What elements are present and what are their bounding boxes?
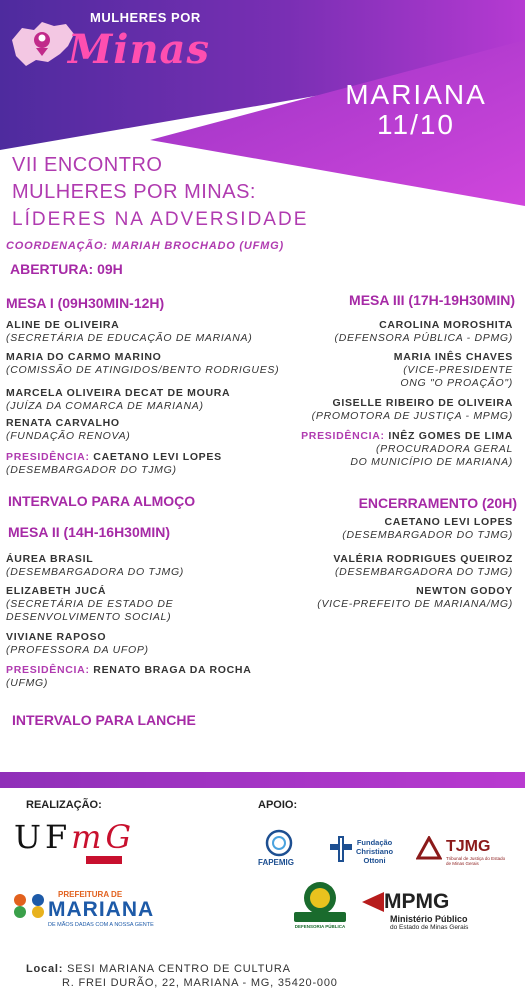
speaker-entry bbox=[6, 585, 173, 624]
speaker-entry bbox=[312, 397, 513, 423]
speaker-role: ONG "O PROAÇÃO") bbox=[400, 377, 513, 389]
speaker-name: VIVIANE RAPOSO bbox=[6, 631, 107, 643]
speaker-entry bbox=[317, 585, 513, 611]
mulheres-por-minas-logo bbox=[8, 8, 218, 78]
speaker-role: (VICE-PRESIDENTE bbox=[403, 364, 513, 376]
speaker-name: MARCELA OLIVEIRA DECAT DE MOURA bbox=[6, 387, 231, 399]
prefeitura-top-text: PREFEITURA DE bbox=[58, 890, 123, 899]
prefeitura-hands-icon bbox=[12, 892, 46, 920]
speaker-name: VALÉRIA RODRIGUES QUEIROZ bbox=[333, 553, 513, 565]
speaker-role: (DESEMBARGADORA DO TJMG) bbox=[334, 566, 513, 578]
mesa-3-heading: MESA III (17H-19H30MIN) bbox=[349, 292, 515, 308]
speaker-role: (SECRETÁRIA DE ESTADO DE bbox=[6, 598, 174, 610]
speaker-entry bbox=[6, 387, 230, 413]
speaker-name: GISELLE RIBEIRO DE OLIVEIRA bbox=[332, 397, 513, 409]
presidency-name: INÊZ GOMES DE LIMA bbox=[388, 430, 513, 442]
speaker-role: (COMISSÃO DE ATINGIDOS/BENTO RODRIGUES) bbox=[6, 364, 280, 376]
tjmg-logo-text: TJMG bbox=[446, 838, 491, 855]
speaker-role: DESENVOLVIMENTO SOCIAL) bbox=[6, 611, 172, 623]
fco-line: Fundação bbox=[356, 838, 393, 847]
support-label: APOIO: bbox=[258, 799, 298, 811]
speaker-entry bbox=[342, 516, 513, 542]
presidency-label: PRESIDÊNCIA: bbox=[301, 430, 385, 442]
speaker-name: MARIA DO CARMO MARINO bbox=[6, 351, 162, 363]
logo-main-text: Minas bbox=[68, 26, 210, 73]
title-line-3: LÍDERES NA ADVERSIDADE bbox=[12, 209, 309, 230]
speaker-name: ELIZABETH JUCÁ bbox=[6, 585, 107, 597]
speaker-entry bbox=[333, 553, 513, 579]
speaker-name: RENATA CARVALHO bbox=[6, 417, 120, 429]
presidency-role: (DESEMBARGADOR DO TJMG) bbox=[6, 464, 177, 476]
ufmg-logo bbox=[14, 818, 135, 856]
title-line-1: VII ENCONTRO bbox=[12, 154, 163, 176]
presidency-role: (UFMG) bbox=[6, 677, 49, 689]
speaker-name: CAROLINA MOROSHITA bbox=[379, 319, 513, 331]
city-name: MARIANA bbox=[345, 79, 487, 110]
fapemig-icon bbox=[264, 828, 294, 858]
ufmg-logo-uf: UF bbox=[14, 818, 72, 856]
event-venue bbox=[26, 962, 338, 990]
mesa-2-heading: MESA II (14H-16H30MIN) bbox=[8, 524, 171, 540]
speaker-role: (VICE-PREFEITO DE MARIANA/MG) bbox=[317, 598, 513, 610]
fco-logo-icon bbox=[330, 836, 352, 862]
lunch-break: INTERVALO PARA ALMOÇO bbox=[8, 493, 196, 509]
fco-line: Ottoni bbox=[363, 856, 386, 865]
prefeitura-slogan: DE MÃOS DADAS COM A NOSSA GENTE bbox=[48, 922, 154, 928]
speaker-entry bbox=[6, 319, 252, 345]
mesa-1-presidency bbox=[6, 451, 222, 477]
speaker-name: ALINE DE OLIVEIRA bbox=[6, 319, 120, 331]
event-location-date bbox=[341, 80, 491, 140]
ufmg-logo-mg: mG bbox=[71, 818, 136, 856]
speaker-entry bbox=[394, 351, 513, 390]
mesa-1-heading: MESA I (09H30MIN-12H) bbox=[6, 295, 165, 311]
tjmg-triangle-icon bbox=[416, 836, 442, 860]
speaker-entry bbox=[335, 319, 513, 345]
presidency-name: RENATO BRAGA DA ROCHA bbox=[93, 664, 252, 676]
presidency-label: PRESIDÊNCIA: bbox=[6, 664, 90, 676]
venue-name: SESI MARIANA CENTRO DE CULTURA bbox=[67, 963, 291, 975]
logo-top-text: MULHERES POR bbox=[90, 10, 201, 25]
footer-divider-stripe bbox=[0, 772, 525, 788]
defensoria-seal-icon bbox=[292, 880, 348, 926]
speaker-name: NEWTON GODOY bbox=[416, 585, 513, 597]
defensoria-text: DEFENSORIA PÚBLICA bbox=[294, 924, 346, 929]
event-title bbox=[12, 152, 308, 233]
mesa-3-presidency bbox=[301, 430, 513, 469]
speaker-entry bbox=[6, 351, 279, 377]
snack-break: INTERVALO PARA LANCHE bbox=[12, 712, 196, 728]
speaker-name: MARIA INÊS CHAVES bbox=[393, 351, 513, 363]
speaker-role: (FUNDAÇÃO RENOVA) bbox=[6, 430, 131, 442]
tjmg-logo-subtext: Tribunal de Justiça do Estado de Minas Gerais bbox=[446, 856, 506, 866]
speaker-name: CAETANO LEVI LOPES bbox=[384, 516, 513, 528]
speaker-role: (SECRETÁRIA DE EDUCAÇÃO DE MARIANA) bbox=[6, 332, 253, 344]
speaker-role: (PROFESSORA DA UFOP) bbox=[6, 644, 149, 656]
mpmg-logo-text: MPMG bbox=[384, 890, 450, 913]
speaker-role: (DEFENSORA PÚBLICA - DPMG) bbox=[334, 332, 513, 344]
prefeitura-main-text: MARIANA bbox=[48, 898, 155, 921]
venue-label: Local: bbox=[26, 963, 64, 975]
venue-address: R. FREI DURÃO, 22, MARIANA - MG, 35420-000 bbox=[62, 977, 338, 989]
presidency-label: PRESIDÊNCIA: bbox=[6, 451, 90, 463]
fco-logo-text bbox=[356, 838, 393, 865]
coordination-text: COORDENAÇÃO: MARIAH BROCHADO (UFMG) bbox=[6, 240, 284, 252]
speaker-role: (DESEMBARGADORA DO TJMG) bbox=[6, 566, 185, 578]
ufmg-red-bar bbox=[86, 856, 122, 864]
speaker-role: (JUÍZA DA COMARCA DE MARIANA) bbox=[6, 400, 204, 412]
mpmg-subtitle-2: do Estado de Minas Gerais bbox=[390, 924, 469, 931]
speaker-name: ÁUREA BRASIL bbox=[6, 553, 94, 565]
speaker-entry bbox=[6, 631, 149, 657]
speaker-role: (PROMOTORA DE JUSTIÇA - MPMG) bbox=[311, 410, 513, 422]
event-date: 11/10 bbox=[377, 109, 455, 140]
mesa-2-presidency bbox=[6, 664, 252, 690]
presidency-role: (PROCURADORA GERAL bbox=[375, 443, 513, 455]
fapemig-logo-text: FAPEMIG bbox=[258, 858, 295, 867]
mpmg-chevron-icon bbox=[360, 892, 384, 912]
title-line-2: MULHERES POR MINAS: bbox=[12, 181, 256, 203]
speaker-role: (DESEMBARGADOR DO TJMG) bbox=[342, 529, 513, 541]
presidency-name: CAETANO LEVI LOPES bbox=[93, 451, 222, 463]
realization-label: REALIZAÇÃO: bbox=[26, 799, 102, 811]
opening-time: ABERTURA: 09H bbox=[10, 261, 123, 277]
closing-heading: ENCERRAMENTO (20H) bbox=[358, 495, 517, 511]
mpmg-subtitle: Ministério Público bbox=[390, 914, 468, 924]
fco-line: Christiano bbox=[356, 847, 394, 856]
presidency-role: DO MUNICÍPIO DE MARIANA) bbox=[350, 456, 513, 468]
speaker-entry bbox=[6, 553, 184, 579]
speaker-entry bbox=[6, 417, 131, 443]
